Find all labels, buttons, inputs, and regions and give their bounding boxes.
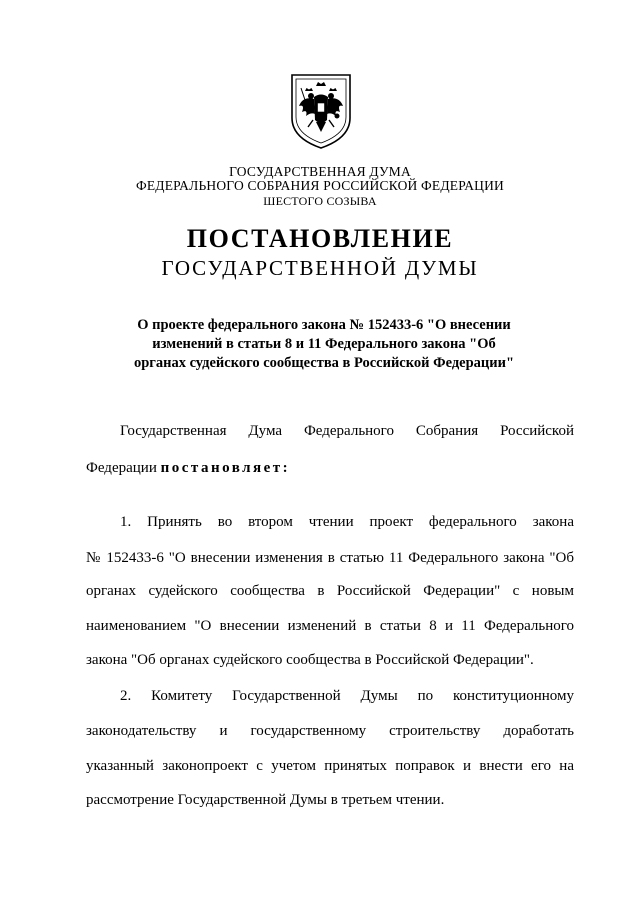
preamble-line: Государственная Дума Федерального Собрания Российской	[120, 423, 574, 439]
document-issuer: ГОСУДАРСТВЕННОЙ ДУМЫ	[161, 256, 479, 280]
document-subject	[118, 316, 530, 373]
item-2-line: законодательству и государственному строительству доработать	[86, 723, 574, 739]
document-type: ПОСТАНОВЛЕНИЕ	[186, 224, 454, 253]
item-2-line: указанный законопроект с учетом принятых поправок и внести его на	[86, 758, 574, 774]
resolution-verb: постановляет:	[160, 460, 291, 476]
header-line-2: ФЕДЕРАЛЬНОГО СОБРАНИЯ РОССИЙСКОЙ ФЕДЕРАЦИИ	[136, 178, 504, 193]
item-1-line: органах судейского сообщества в Российской Федерации" с новым	[86, 583, 574, 599]
item-2-line: рассмотрение Государственной Думы в третьем чтении.	[86, 792, 445, 808]
subject-line: органах судейского сообщества в Российской Федерации"	[133, 355, 515, 371]
item-1-line: № 152433-6 "О внесении изменения в статью 11 Федерального закона "Об	[86, 550, 574, 566]
preamble-line	[86, 460, 574, 477]
item-1-line: наименованием "О внесении изменений в статьи 8 и 11 Федерального	[86, 618, 574, 634]
item-1-line: закона "Об органах судейского сообщества в Российской Федерации".	[86, 652, 534, 668]
subject-line: О проекте федерального закона № 152433-6 "О внесении	[137, 317, 511, 333]
subject-line: изменений в статьи 8 и 11 Федерального закона "Об	[152, 336, 496, 352]
russian-coat-of-arms-icon	[289, 72, 353, 150]
header-line-1: ГОСУДАРСТВЕННАЯ ДУМА	[229, 164, 411, 179]
preamble-text: Федерации	[86, 460, 161, 476]
item-1-line: 1. Принять во втором чтении проект федерального закона	[120, 514, 574, 530]
header-line-3: ШЕСТОГО СОЗЫВА	[263, 194, 377, 208]
item-2-line: 2. Комитету Государственной Думы по конституционному	[120, 688, 574, 704]
